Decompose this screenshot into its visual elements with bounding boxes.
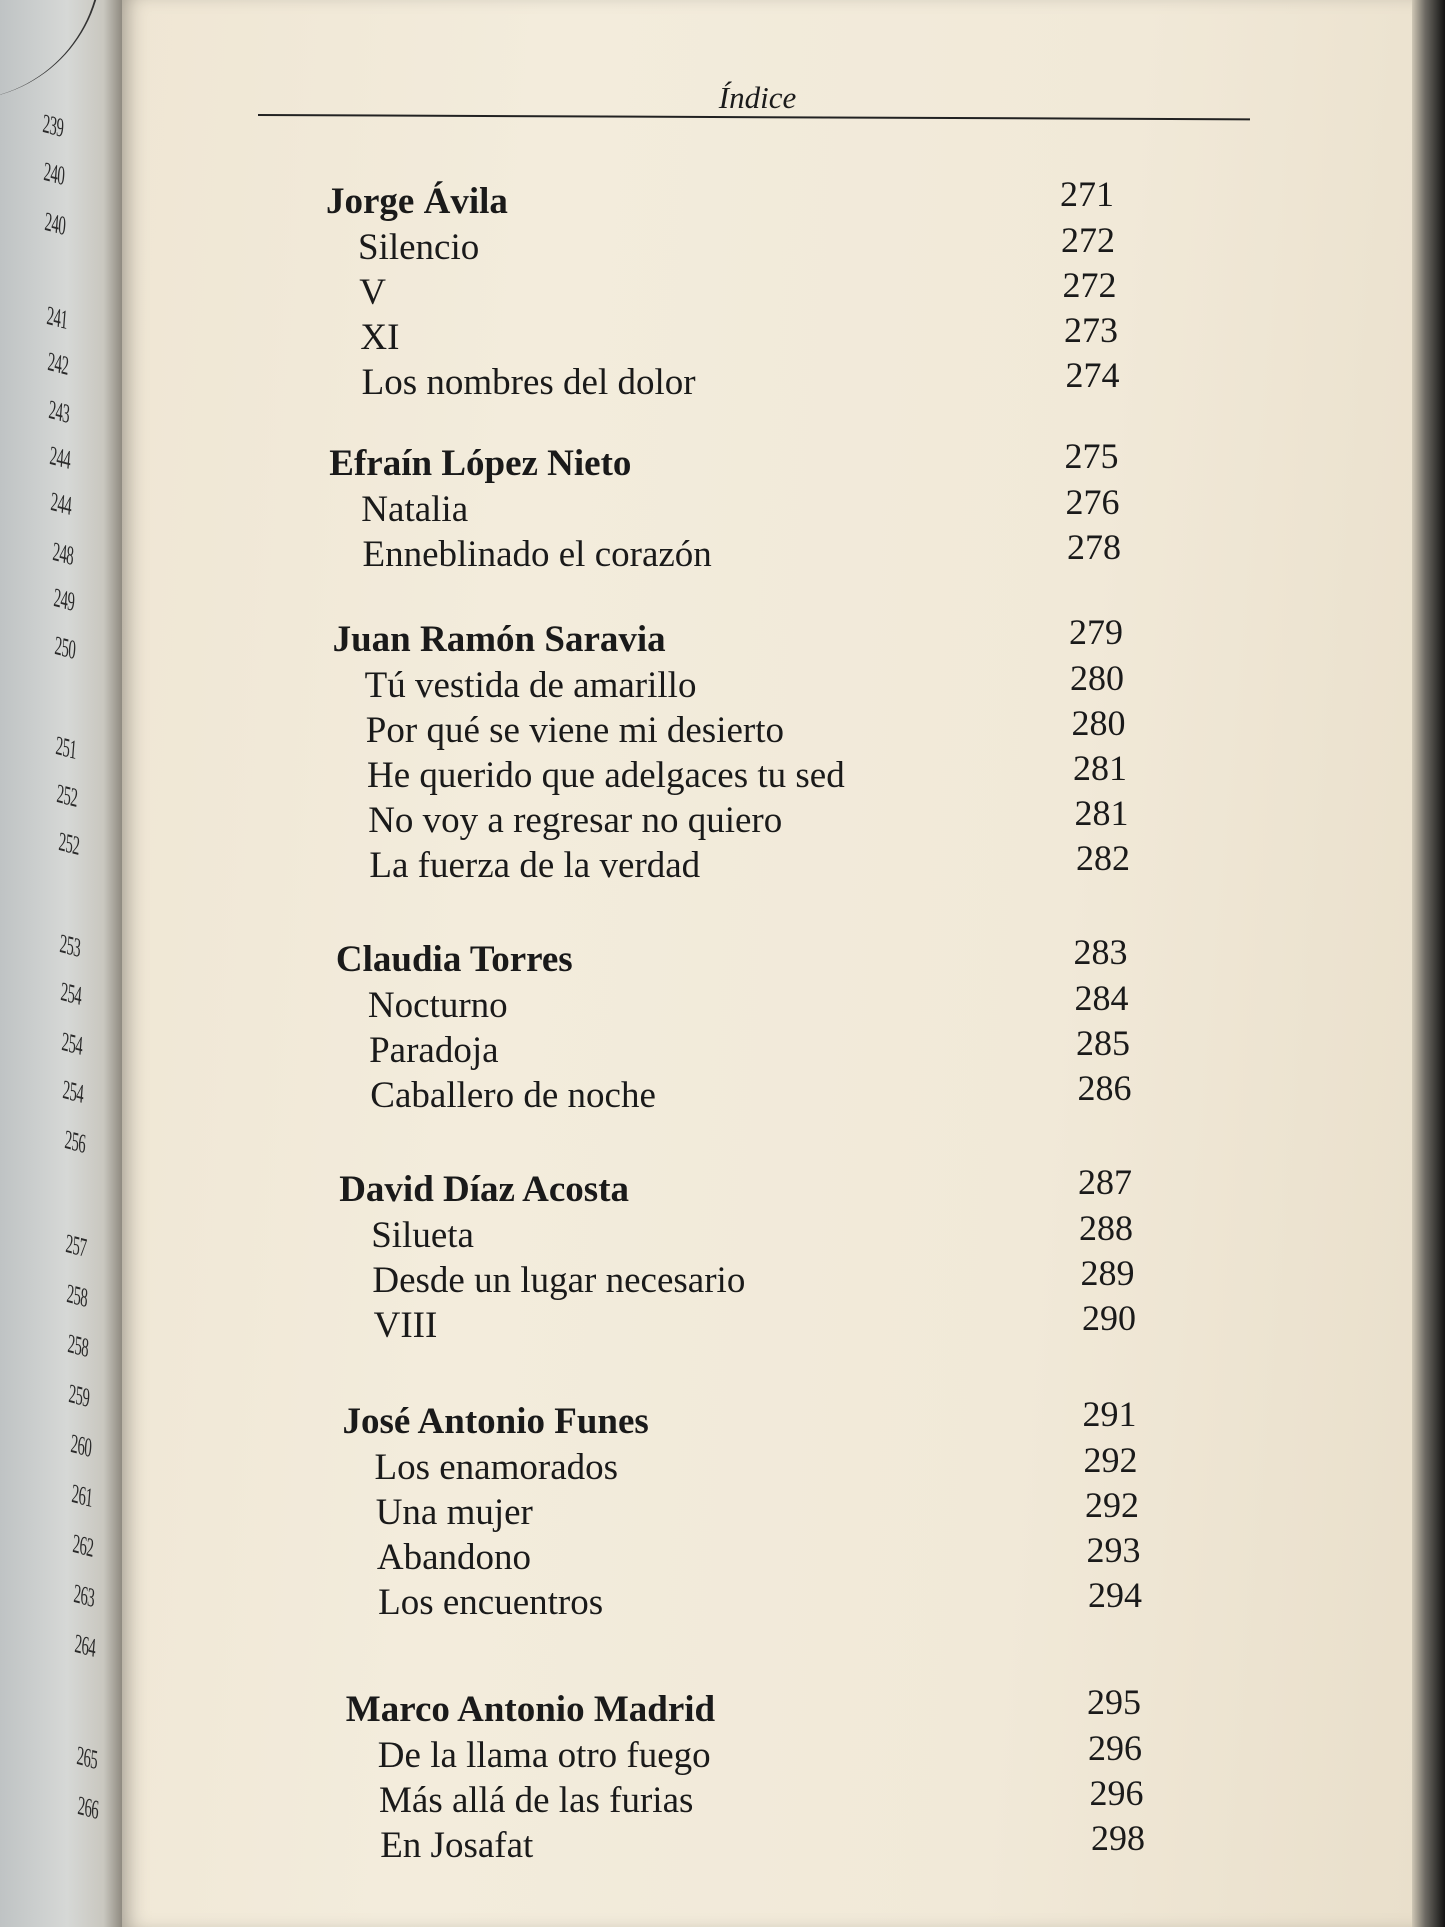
toc-page-number: 273 bbox=[1064, 309, 1118, 350]
edge-page-number: 252 bbox=[56, 778, 79, 813]
toc-page-number: 292 bbox=[1083, 1439, 1138, 1480]
edge-page-number: 253 bbox=[58, 928, 82, 963]
toc-author: José Antonio Funes bbox=[342, 1401, 649, 1442]
toc-page-number: 293 bbox=[1086, 1529, 1141, 1570]
edge-page-number: 251 bbox=[54, 730, 78, 765]
edge-page-number: 240 bbox=[42, 156, 66, 191]
toc-poem-title: De la llama otro fuego bbox=[377, 1734, 711, 1776]
edge-page-number: 257 bbox=[64, 1228, 88, 1263]
edge-page-number: 258 bbox=[66, 1328, 90, 1363]
toc-page-number: 280 bbox=[1070, 657, 1124, 698]
edge-page-number: 259 bbox=[68, 1378, 91, 1413]
toc-author: Jorge Ávila bbox=[326, 181, 508, 222]
toc-author: Juan Ramón Saravia bbox=[332, 619, 666, 660]
edge-page-number: 243 bbox=[47, 394, 71, 429]
toc-poem-title: He querido que adelgaces tu sed bbox=[367, 754, 845, 796]
toc-poem-title: Tú vestida de amarillo bbox=[364, 664, 697, 706]
toc-page-number: 285 bbox=[1076, 1022, 1130, 1063]
edge-page-number: 244 bbox=[48, 440, 72, 475]
edge-page-number: 244 bbox=[50, 486, 73, 521]
toc-author: David Díaz Acosta bbox=[339, 1169, 630, 1210]
toc-poem-title: XI bbox=[360, 316, 400, 358]
toc-poem-title: No voy a regresar no quiero bbox=[368, 799, 783, 841]
toc-poem-title: Caballero de noche bbox=[370, 1074, 656, 1116]
toc-poem-title: Los nombres del dolor bbox=[361, 361, 696, 403]
edge-page-number: 254 bbox=[59, 976, 83, 1011]
toc-page-number: 295 bbox=[1087, 1682, 1141, 1722]
toc-page-number: 281 bbox=[1073, 747, 1127, 788]
toc-poem-title: Silueta bbox=[371, 1214, 474, 1256]
edge-page-number: 258 bbox=[65, 1278, 89, 1313]
toc-page-number: 290 bbox=[1082, 1297, 1136, 1338]
edge-page-number: 240 bbox=[44, 206, 67, 241]
toc-page-number: 296 bbox=[1088, 1727, 1142, 1768]
edge-page-number: 256 bbox=[63, 1124, 87, 1159]
edge-page-number: 262 bbox=[71, 1528, 95, 1563]
edge-page-number: 265 bbox=[75, 1740, 99, 1775]
toc-poem-title: La fuerza de la verdad bbox=[369, 844, 701, 886]
toc-poem-title: VIII bbox=[373, 1304, 438, 1346]
toc-poem-title: Natalia bbox=[361, 488, 469, 530]
toc-poem-title: Por qué se viene mi desierto bbox=[365, 709, 784, 751]
toc-poem-title: V bbox=[359, 271, 386, 313]
edge-page-number: 248 bbox=[51, 536, 75, 571]
toc-page-number: 279 bbox=[1069, 612, 1123, 652]
edge-page-number: 241 bbox=[45, 300, 69, 335]
toc-poem-title: Más allá de las furias bbox=[379, 1779, 694, 1821]
edge-page-number: 242 bbox=[46, 346, 70, 381]
edge-page-number: 260 bbox=[69, 1428, 93, 1463]
toc-page-number: 292 bbox=[1085, 1484, 1139, 1525]
running-header: Índice bbox=[718, 80, 797, 115]
toc-poem-title: En Josafat bbox=[380, 1824, 534, 1866]
toc-page-number: 283 bbox=[1073, 932, 1128, 972]
toc-page-number: 294 bbox=[1088, 1574, 1142, 1615]
edge-page-number: 252 bbox=[57, 826, 81, 861]
toc-page-number: 281 bbox=[1074, 792, 1129, 833]
toc-poem-title: Los encuentros bbox=[378, 1581, 604, 1623]
edge-page-number: 264 bbox=[74, 1628, 97, 1663]
toc-poem-title: Abandono bbox=[376, 1536, 532, 1578]
toc-page-number: 284 bbox=[1074, 977, 1129, 1018]
toc-page-number: 286 bbox=[1077, 1067, 1132, 1108]
toc-poem-title: Nocturno bbox=[367, 984, 508, 1026]
toc-author: Marco Antonio Madrid bbox=[345, 1689, 716, 1730]
toc-author: Claudia Torres bbox=[335, 939, 573, 980]
toc-poem-title: Enneblinado el corazón bbox=[362, 533, 712, 575]
toc-poem-title: Los enamorados bbox=[374, 1446, 619, 1488]
toc-poem-title: Una mujer bbox=[375, 1491, 533, 1533]
toc-page-number: 298 bbox=[1091, 1817, 1145, 1858]
edge-page-number: 261 bbox=[70, 1478, 94, 1513]
toc-poem-title: Silencio bbox=[358, 226, 480, 268]
toc-page-number: 291 bbox=[1082, 1394, 1137, 1434]
toc-page-number: 274 bbox=[1065, 354, 1120, 395]
toc-poem-title: Paradoja bbox=[369, 1029, 499, 1071]
toc-page-number: 296 bbox=[1089, 1772, 1144, 1813]
toc-page-number: 282 bbox=[1076, 837, 1130, 878]
toc-page-number: 280 bbox=[1071, 702, 1126, 743]
toc-page-number: 272 bbox=[1061, 219, 1115, 260]
toc-poem-title: Desde un lugar necesario bbox=[372, 1259, 746, 1301]
toc-page-number: 272 bbox=[1062, 264, 1117, 305]
edge-page-number: 263 bbox=[72, 1578, 96, 1613]
toc-page-number: 278 bbox=[1067, 526, 1121, 567]
toc-page-number: 287 bbox=[1078, 1162, 1132, 1202]
edge-page-number: 254 bbox=[62, 1074, 85, 1109]
toc-author: Efraín López Nieto bbox=[329, 443, 632, 484]
toc-page-number: 289 bbox=[1080, 1252, 1135, 1293]
edge-page-number: 250 bbox=[53, 630, 77, 665]
edge-page-number: 254 bbox=[60, 1026, 84, 1061]
edge-page-number: 249 bbox=[52, 582, 76, 617]
edge-page-number: 239 bbox=[41, 108, 65, 143]
toc-page-number: 275 bbox=[1064, 436, 1119, 476]
toc-page-number: 276 bbox=[1065, 481, 1120, 522]
toc-page-number: 288 bbox=[1079, 1207, 1133, 1248]
toc-page-number: 271 bbox=[1060, 174, 1114, 214]
edge-page-number: 266 bbox=[76, 1790, 100, 1825]
